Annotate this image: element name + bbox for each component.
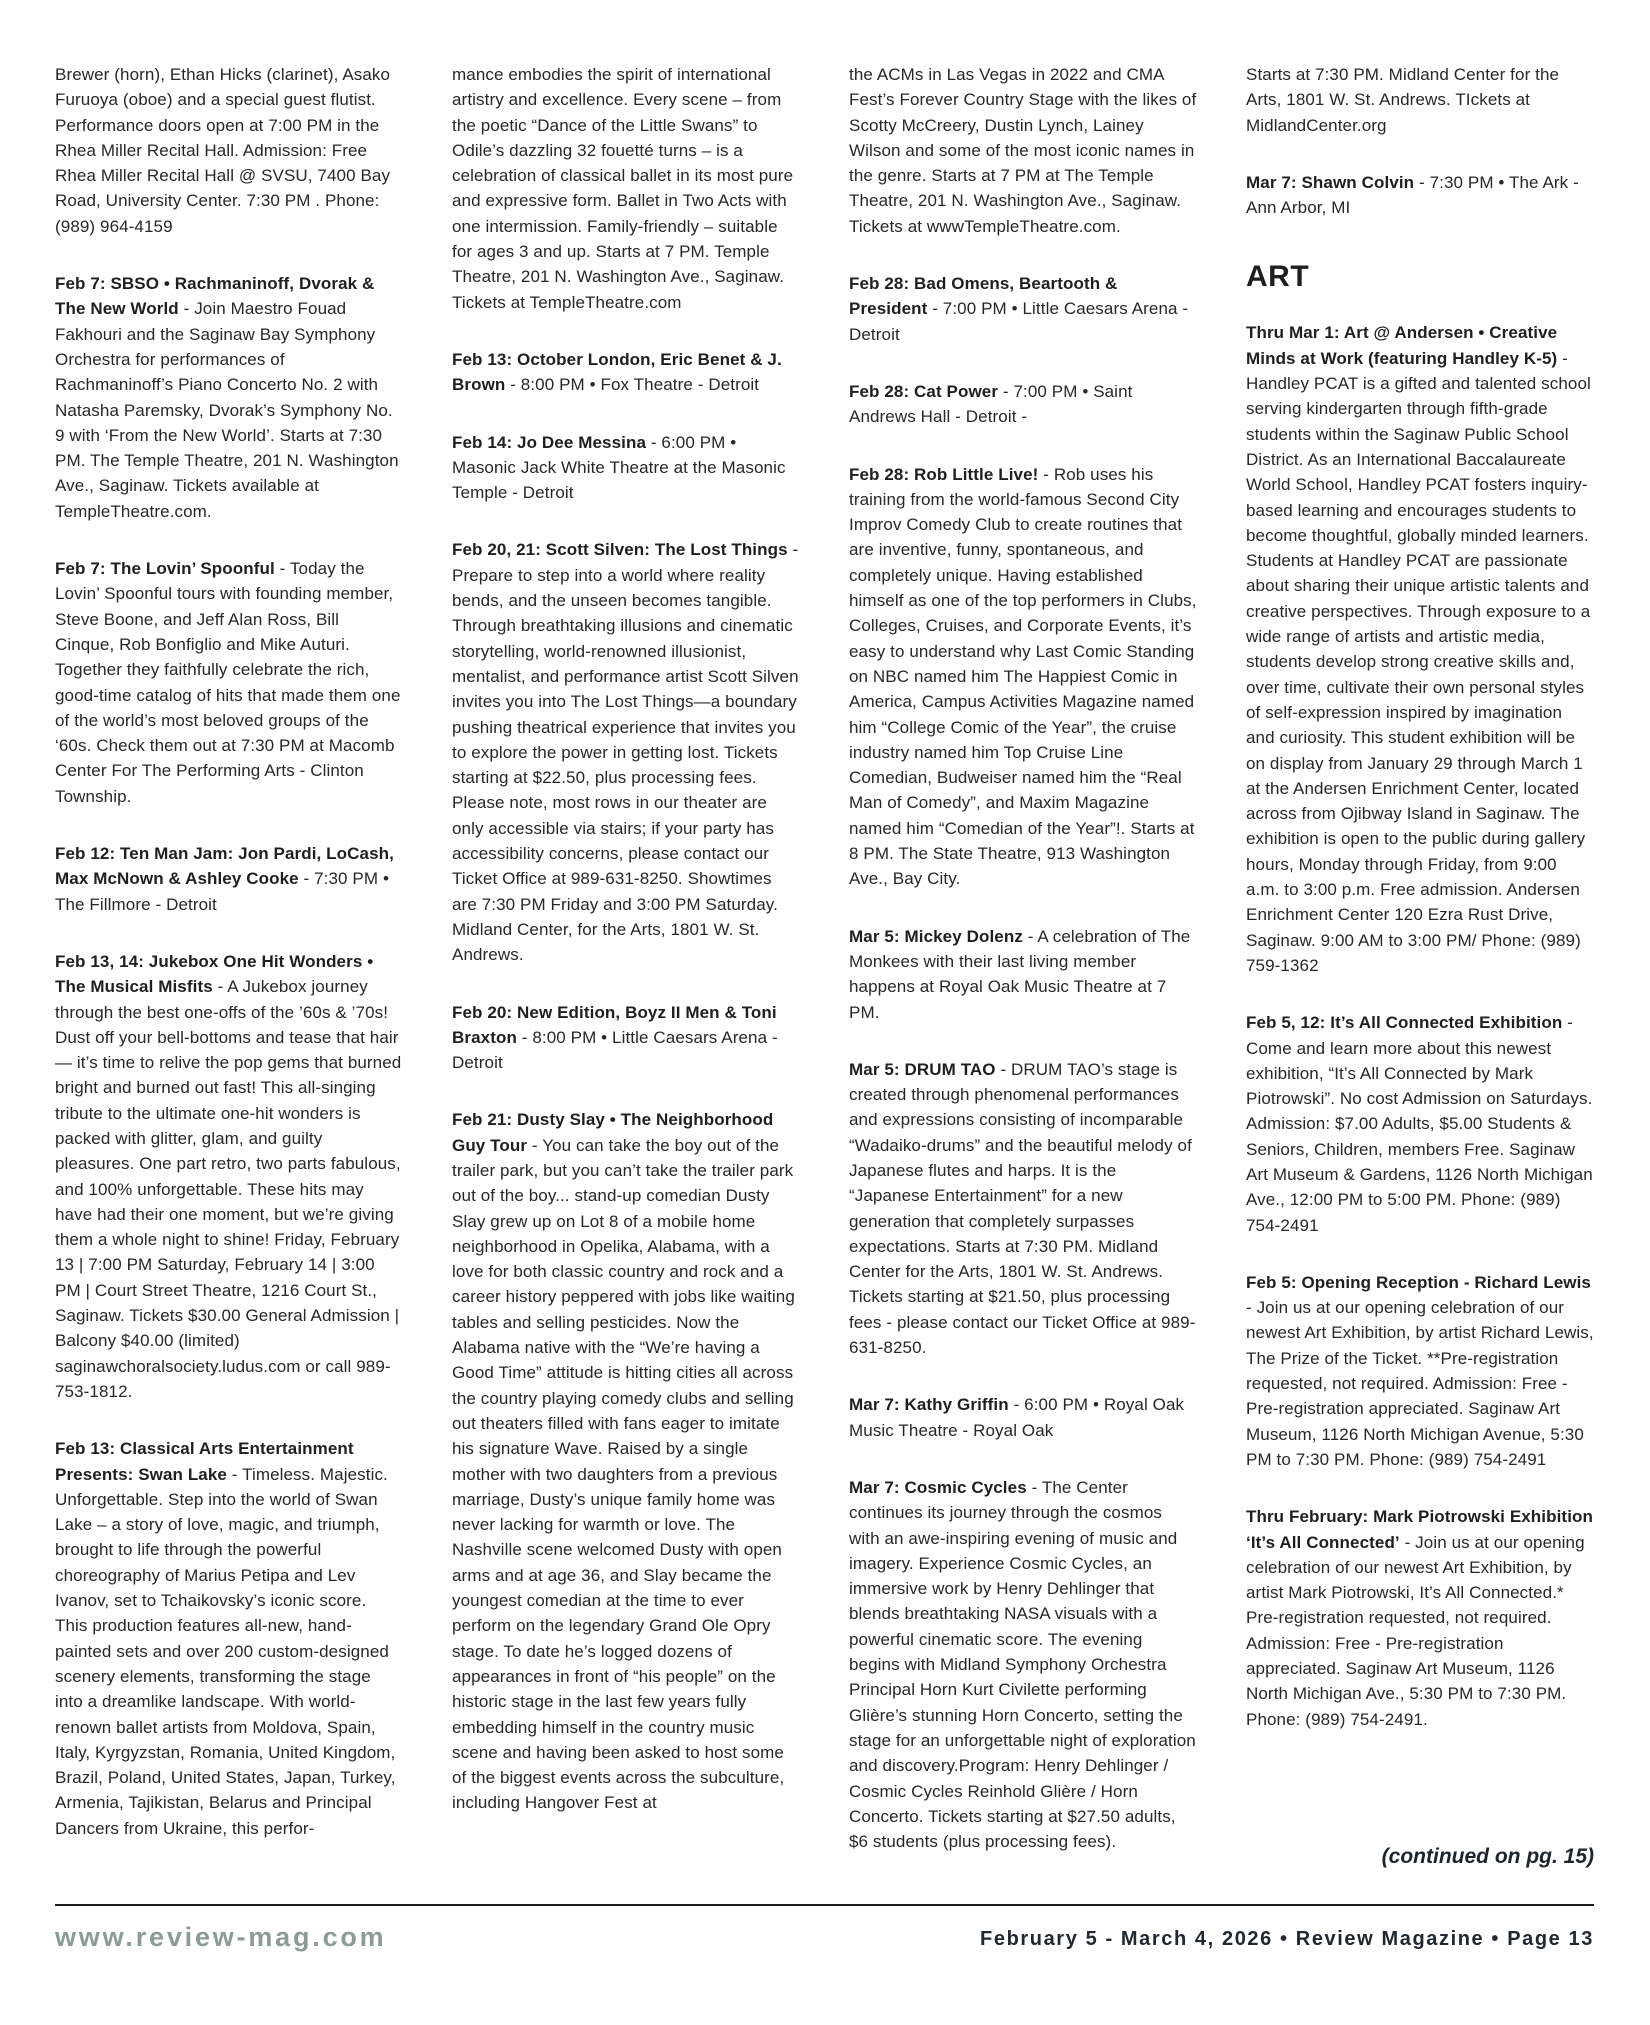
event-text: - Timeless. Majestic. Unforgettable. Step into the world of Swan Lake – a story of love, magic, and triumph, brought to life through the powerful choreography of Marius Petipa and Lev Ivanov, set to Tchaikovsky’s iconic score. This production features all-new, hand-painted sets and over 200 custom-designed scenery elements, transforming the stage into a dreamlike landscape. With world-renown ballet artists from Moldova, Spain, Italy, Kyrgyzstan, Romania, United Kingdom, Brazil, Poland, United States, Japan, Turkey, Armenia, Tajikistan, Belarus and Principal Dancers from Ukraine, this perfor- bbox=[55, 1464, 396, 1838]
event-title: Feb 5, 12: It’s All Connected Exhibition bbox=[1246, 1013, 1563, 1033]
event-text: - 8:00 PM • Little Caesars Arena - Detroit bbox=[452, 1027, 778, 1073]
footer-issue-info: February 5 - March 4, 2026 • Review Magazine • Page 13 bbox=[980, 1928, 1594, 1950]
column-4 bbox=[1246, 62, 1594, 1764]
event-title: Feb 20, 21: Scott Silven: The Lost Things bbox=[452, 540, 788, 560]
event-text: - Handley PCAT is a gifted and talented school serving kindergarten through fifth-grade students within the Saginaw Public School District. As an International Baccalaureate World School, Handley PCAT fosters inquiry-based learning and encourages students to become thoughtful, globally minded learners. Students at Handley PCAT are passionate about sharing their unique artistic talents and creative perspectives. Through exposure to a wide range of artists and artistic media, students develop strong creative skills and, over time, cultivate their own personal styles of self-expression inspired by imagination and curiosity. This student exhibition will be on display from January 29 through March 1 at the Andersen Enrichment Center, located across from Ojibway Island in Saginaw. The exhibition is open to the public during gallery hours, Monday through Friday, from 9:00 a.m. to 3:00 p.m. Free admission. Andersen Enrichment Center 120 Ezra Rust Drive, Saginaw. 9:00 AM to 3:00 PM/ Phone: (989) 759-1362 bbox=[1246, 348, 1591, 975]
event-block bbox=[55, 1436, 403, 1841]
event-block bbox=[849, 1392, 1197, 1443]
event-title: Feb 7: The Lovin’ Spoonful bbox=[55, 559, 275, 579]
event-title: Feb 28: Bad Omens, Beartooth & President bbox=[849, 274, 1118, 319]
footer-site-link[interactable]: www.review-mag.com bbox=[55, 1922, 387, 1952]
event-text: - 6:00 PM • Royal Oak Music Theatre - Royal Oak bbox=[849, 1395, 1185, 1440]
event-text: - 7:00 PM • Little Caesars Arena - Detroit bbox=[849, 299, 1189, 344]
event-title: Feb 13, 14: Jukebox One Hit Wonders • The Musical Misfits bbox=[55, 951, 374, 997]
event-title: Mar 7: Kathy Griffin bbox=[849, 1395, 1009, 1415]
footer-divider bbox=[55, 1904, 1594, 1906]
event-block bbox=[55, 62, 403, 239]
event-text: - Today the Lovin’ Spoonful tours with founding member, Steve Boone, and Jeff Alan Ross, Bill Cinque, Rob Bonfiglio and Mike Auturi. Together they faithfully celebrate the rich, good-time catalog of hits that made them one of the world’s most beloved groups of the ‘60s. Check them out at 7:30 PM at Macomb Center For The Performing Arts - Clinton Township. bbox=[55, 559, 401, 806]
event-block bbox=[452, 62, 800, 315]
event-block bbox=[452, 1107, 800, 1815]
event-title: Mar 5: DRUM TAO bbox=[849, 1059, 996, 1079]
section-heading-art: ART bbox=[1246, 260, 1310, 294]
event-block bbox=[849, 1475, 1197, 1854]
event-title: Feb 28: Rob Little Live! bbox=[849, 464, 1039, 484]
event-text: Brewer (horn), Ethan Hicks (clarinet), Asako Furuoya (oboe) and a special guest flutist. Performance doors open at 7:00 PM in the Rhea Miller Recital Hall. Admission: Free Rhea Miller Recital Hall @ SVSU, 7400 Bay Road, University Center. 7:30 PM . Phone: (989) 964-4159 bbox=[55, 65, 391, 236]
event-title: Feb 20: New Edition, Boyz II Men & Toni Braxton bbox=[452, 1002, 777, 1047]
event-block bbox=[452, 537, 800, 967]
event-text: the ACMs in Las Vegas in 2022 and CMA Fest’s Forever Country Stage with the likes of Scotty McCreery, Dustin Lynch, Lainey Wilson and some of the most iconic names in the genre. Starts at 7 PM at The Temple Theatre, 201 N. Washington Ave., Saginaw. Tickets at wwwTempleTheatre.com. bbox=[849, 65, 1197, 236]
event-block bbox=[55, 556, 403, 809]
event-block bbox=[1246, 170, 1594, 221]
event-block bbox=[452, 1000, 800, 1076]
event-text: mance embodies the spirit of international artistry and excellence. Every scene – from the poetic “Dance of the Little Swans” to Odile’s dazzling 32 fouetté turns – is a celebration of classical ballet in its most pure and expressive form. Ballet in Two Acts with one intermission. Family-friendly – suitable for ages 3 and up. Starts at 7 PM. Temple Theatre, 201 N. Washington Ave., Saginaw. Tickets at TempleTheatre.com bbox=[452, 65, 794, 312]
event-title: Feb 13: Classical Arts Entertainment Presents: Swan Lake bbox=[55, 1439, 354, 1484]
event-text: - DRUM TAO’s stage is created through phenomenal performances and expressions consisting of incomparable “Wadaiko-drums” and the beautiful melody of Japanese flutes and harps. It is the “Japanese Entertainment” for a new generation that completely surpasses expectations. Starts at 7:30 PM. Midland Center for the Arts, 1801 W. St. Andrews. Tickets starting at $21.50, plus processing fees - please contact our Ticket Office at 989-631-8250. bbox=[849, 1059, 1196, 1358]
event-text: - Join us at our opening celebration of our newest Art Exhibition, by artist Richard Lewis, The Prize of the Ticket. **Pre-registration requested, not required. Admission: Free - Pre-registration appreciated. Saginaw Art Museum, 1126 North Michigan Avenue, 5:30 PM to 7:30 PM. Phone: (989) 754-2491 bbox=[1246, 1298, 1594, 1469]
event-title: Feb 5: Opening Reception - Richard Lewis bbox=[1246, 1272, 1591, 1292]
column-1 bbox=[55, 62, 403, 1873]
event-text: - A celebration of The Monkees with their last living member happens at Royal Oak Music Theatre at 7 PM. bbox=[849, 926, 1191, 1022]
event-title: Feb 12: Ten Man Jam: Jon Pardi, LoCash, Max McNown & Ashley Cooke bbox=[55, 844, 394, 889]
event-text: - You can take the boy out of the trailer park, but you can’t take the trailer park out of the boy... stand-up comedian Dusty Slay grew up on Lot 8 of a mobile home neighborhood in Opelika, Alabama, with a love for both classic country and rock and a career history peppered with jobs like waiting tables and selling pesticides. Now the Alabama native with the “We’re having a Good Time” attitude is hitting cities all across the country playing comedy clubs and selling out theaters filled with fans eager to imitate his signature Wave. Raised by a single mother with two daughters from a previous marriage, Dusty’s unique family home was never lacking for warmth or love. The Nashville scene welcomed Dusty with open arms and at age 36, and Slay became the youngest comedian at the time to ever perform on the legendary Grand Ole Opry stage. To date he’s logged dozens of appearances in front of “his people” on the historic stage in the last few years fully embedding himself in the country music scene and having been asked to host some of the biggest events across the subculture, including Hangover Fest at bbox=[452, 1135, 795, 1813]
event-block bbox=[1246, 1504, 1594, 1732]
column-2 bbox=[452, 62, 800, 1848]
event-block bbox=[849, 62, 1197, 239]
event-block bbox=[849, 462, 1197, 892]
event-title: Feb 7: SBSO • Rachmaninoff, Dvorak & The New World bbox=[55, 274, 375, 319]
event-text: Starts at 7:30 PM. Midland Center for the Arts, 1801 W. St. Andrews. TIckets at MidlandCenter.org bbox=[1246, 65, 1560, 135]
event-text: - Join us at our opening celebration of our newest Art Exhibition, by artist Mark Piotrowski, It’s All Connected.* Pre-registration requested, not required. Admission: Free - Pre-registration appreciated. Saginaw Art Museum, 1126 North Michigan Ave., 5:30 PM to 7:30 PM. Phone: (989) 754-2491. bbox=[1246, 1532, 1585, 1729]
event-block bbox=[1246, 1270, 1594, 1472]
event-block bbox=[452, 347, 800, 398]
event-text: - 7:30 PM • The Ark - Ann Arbor, MI bbox=[1246, 172, 1579, 218]
event-text: - Come and learn more about this newest exhibition, “It’s All Connected by Mark Piotrowski”. No cost Admission on Saturdays. Admission: $7.00 Adults, $5.00 Students & Seniors, Children, members Free. Saginaw Art Museum & Gardens, 1126 North Michigan Ave., 12:00 PM to 5:00 PM. Phone: (989) 754-2491 bbox=[1246, 1013, 1593, 1235]
event-text: - 7:00 PM • Saint Andrews Hall - Detroit - bbox=[849, 381, 1133, 427]
event-title: Thru February: Mark Piotrowski Exhibition ‘It’s All Connected’ bbox=[1246, 1507, 1593, 1552]
event-block bbox=[1246, 1010, 1594, 1238]
event-text: - A Jukebox journey through the best one-offs of the ’60s & ’70s! Dust off your bell-bottoms and tease that hair — it’s time to relive the pop gems that burned bright and burned out fast! This all-singing tribute to the ultimate one-hit wonders is packed with glitter, glam, and guilty pleasures. One part retro, two parts fabulous, and 100% unforgettable. These hits may have had their one moment, but we’re giving them a whole night to shine! Friday, February 13 | 7:00 PM Saturday, February 14 | 3:00 PM | Court Street Theatre, 1216 Court St., Saginaw. Tickets $30.00 General Admission | Balcony $40.00 (limited) saginawchoralsociety.ludus.com or call 989-753-1812. bbox=[55, 977, 402, 1401]
event-text: - 7:30 PM • The Fillmore - Detroit bbox=[55, 869, 389, 914]
continued-note: (continued on pg. 15) bbox=[1381, 1845, 1594, 1868]
event-block bbox=[55, 949, 403, 1404]
event-block bbox=[849, 271, 1197, 347]
event-block bbox=[452, 430, 800, 506]
event-text: - 8:00 PM • Fox Theatre - Detroit bbox=[505, 375, 760, 395]
event-title: Mar 7: Shawn Colvin bbox=[1246, 172, 1415, 192]
event-text: - Prepare to step into a world where reality bends, and the unseen becomes tangible. Through breathtaking illusions and cinematic storytelling, world-renowned illusionist, mentalist, and performance artist Scott Silven invites you into The Lost Things—a boundary pushing theatrical experience that invites you to explore the power in getting lost. Tickets starting at $22.50, plus processing fees. Please note, most rows in our theater are only accessible via stairs; if your party has accessibility concerns, please contact our Ticket Office at 989-631-8250. Showtimes are 7:30 PM Friday and 3:00 PM Saturday. Midland Center, for the Arts, 1801 W. St. Andrews. bbox=[452, 540, 799, 965]
event-block bbox=[1246, 320, 1594, 978]
event-text: - Join Maestro Fouad Fakhouri and the Saginaw Bay Symphony Orchestra for performances of Rachmaninoff’s Piano Concerto No. 2 with Natasha Paremsky, Dvorak’s Symphony No. 9 with ‘From the New World’. Starts at 7:30 PM. The Temple Theatre, 201 N. Washington Ave., Saginaw. Tickets available at TempleTheatre.com. bbox=[55, 299, 399, 521]
column-3 bbox=[849, 62, 1197, 1886]
event-block bbox=[1246, 62, 1594, 138]
event-title: Feb 28: Cat Power bbox=[849, 381, 999, 401]
event-title: Feb 13: October London, Eric Benet & J. Brown bbox=[452, 349, 782, 395]
event-title: Mar 5: Mickey Dolenz bbox=[849, 926, 1023, 946]
event-title: Mar 7: Cosmic Cycles bbox=[849, 1477, 1027, 1497]
content-columns bbox=[55, 62, 1595, 1886]
event-title: Thru Mar 1: Art @ Andersen • Creative Minds at Work (featuring Handley K-5) bbox=[1246, 323, 1558, 368]
event-title: Feb 14: Jo Dee Messina bbox=[452, 432, 646, 452]
event-block bbox=[849, 379, 1197, 430]
event-text: - Rob uses his training from the world-famous Second City Improv Comedy Club to create routines that are inventive, funny, spontaneous, and completely unique. Having established himself as one of the top performers in Clubs, Colleges, Cruises, and Corporate Events, it’s easy to understand why Last Comic Standing on NBC named him The Happiest Comic in America, Campus Activities Magazine named him “College Comic of the Year”, the cruise industry named him Top Cruise Line Comedian, Budweiser named him the “Real Man of Comedy”, and Maxim Magazine named him “Comedian of the Year”!. Starts at 8 PM. The State Theatre, 913 Washington Ave., Bay City. bbox=[849, 464, 1197, 889]
event-title: Feb 21: Dusty Slay • The Neighborhood Guy Tour bbox=[452, 1110, 774, 1155]
event-text: - 6:00 PM • Masonic Jack White Theatre at the Masonic Temple - Detroit bbox=[452, 432, 786, 503]
event-block bbox=[849, 924, 1197, 1025]
event-text: - The Center continues its journey through the cosmos with an awe-inspiring evening of music and imagery. Experience Cosmic Cycles, an immersive work by Henry Dehlinger that blends breathtaking NASA visuals with a powerful cinematic score. The evening begins with Midland Symphony Orchestra Principal Horn Kurt Civilette performing Glière’s stunning Horn Concerto, setting the stage for an unforgettable night of exploration and discovery.Program: Henry Dehlinger / Cosmic Cycles Reinhold Glière / Horn Concerto. Tickets starting at $27.50 adults, $6 students (plus processing fees). bbox=[849, 1477, 1196, 1852]
event-block bbox=[849, 1057, 1197, 1361]
event-block bbox=[55, 271, 403, 524]
event-block bbox=[55, 841, 403, 917]
